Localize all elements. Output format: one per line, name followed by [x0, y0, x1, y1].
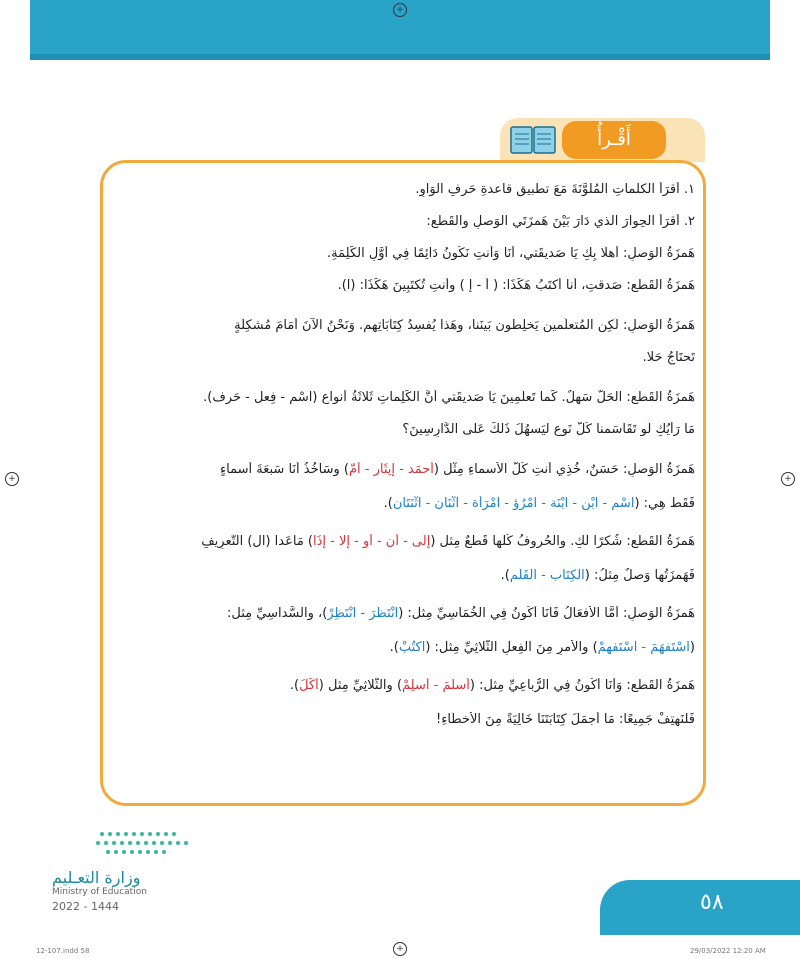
- text-segment: هَمزَةُ الوَصلِ: أهلًا بِكِ يَا صَديقَتي، أَنَا وَأَنتِ نَكُونُ دَائِمًا فِي أَوَّلِ الكَلِمَةِ.: [327, 246, 695, 261]
- text-segment: (: [689, 640, 695, 655]
- text-segment: ) مَاعَدا (ال) التَّعرِيفِ: [201, 534, 314, 549]
- ministry-name-arabic: وزارة التعـليم: [52, 868, 141, 887]
- highlighted-word: اُكتُبْ: [398, 640, 426, 655]
- top-left-margin: [0, 0, 30, 60]
- text-line: [110, 606, 695, 621]
- top-right-margin: [770, 0, 800, 60]
- text-line: [110, 350, 695, 365]
- text-line: [110, 640, 695, 655]
- text-line: [110, 712, 695, 727]
- text-segment: هَمزَةُ القَطعِ: صَدقتِ، أنا أُكتَبُ هَكَذَا: ( أ - إ ) وأنتِ تُكتَبِينَ هَكَذَا: (ا).: [337, 278, 695, 293]
- text-segment: هَمزَةُ القَطعِ: وَأَنَا أَكُونُ فِي الرُّباعِيِّ مِثل: (: [469, 678, 695, 693]
- text-segment: )، والسُّداسِيِّ مِثل:: [227, 606, 328, 621]
- highlighted-word: أَسلَمَ - أَسلِمْ: [402, 678, 470, 693]
- text-segment: ).: [500, 568, 510, 583]
- text-segment: تَحتَاجُ حَلًّا.: [642, 350, 695, 365]
- open-book-icon: [510, 124, 556, 156]
- text-line: [110, 496, 695, 511]
- highlighted-word: الكِتَاب - القَلَم: [509, 568, 585, 583]
- text-segment: هَمزَةُ القَطعِ: الحَلُّ سَهلٌ. كَما تَعلَمِينَ يَا صَديقَتي أَنَّ الكَلِماتِ ثَلاثَةُ أنواعٍ (اسْم - فِعل - حَرف).: [203, 390, 695, 405]
- highlighted-word: اسْم - ابْن - ابْنَة - امْرُؤ - امْرَأة - اثْنَان - اثْنَتَان: [392, 496, 635, 511]
- text-segment: ) والثُّلاثِيِّ مِثل (: [318, 678, 403, 693]
- text-segment: فَهَمزَتُها وَصلٌ مِثلُ: (: [584, 568, 695, 583]
- text-segment: هَمزَةُ الوَصلِ: لَكِن المُتعلِّمين يَخلِطُون بَينَنا، وهَذا يُفسِدُ كِتَابَاتِهِم. وَنَحْنُ الآنَ أَمَامَ مُشكِلَةٍ: [234, 318, 695, 333]
- registration-mark-icon: +: [393, 942, 407, 956]
- ministry-logo-icon: [92, 826, 192, 862]
- ministry-name-english: Ministry of Education: [52, 887, 147, 897]
- highlighted-word: إِلَى - أَن - أَو - إِلَّا - إِذَا: [313, 534, 431, 549]
- text-line: [110, 318, 695, 333]
- text-segment: ).: [289, 678, 300, 693]
- highlighted-word: انْتَظَرَ - انْتَظِرْ: [327, 606, 399, 621]
- text-line: [110, 534, 695, 549]
- text-segment: هَمزَةُ القَطعِ: شُكرًا لَكِ. والحُروفُ كُلُّها قَطعٌ مِثل (: [430, 534, 695, 549]
- text-segment: فَقَط هِي: (: [634, 496, 695, 511]
- page-number: ٥٨: [700, 890, 724, 915]
- text-segment: هَمزَةُ الوَصلِ: أَمَّا الأَفعَالُ فَأنَا أَكُونُ فِي الخُمَاسِيِّ مِثل: (: [398, 606, 695, 621]
- text-segment: ) والأَمرِ مِنَ الفِعلِ الثُّلاثِيِّ مِثل: (: [425, 640, 598, 655]
- highlighted-word: أَحمَد - إِيثَار - أُمّ: [348, 462, 434, 477]
- print-slug-date: 29/03/2022 12:20 AM: [690, 947, 766, 955]
- edition-year: 2022 - 1444: [52, 900, 119, 913]
- section-title: أَقْـرأُ: [562, 121, 666, 159]
- text-segment: ٢. أقرَأُ الحِوارَ الَّذي دَارَ بَيْنَ هَمزَتَي الوَصلِ والقَطعِ:: [426, 214, 695, 229]
- text-segment: هَمزَةُ الوَصلِ: حَسَنٌ، خُذِي أَنتِ كُلَّ الأَسماءِ مِثْل (: [433, 462, 695, 477]
- text-segment: ) وسَآخُذُ أَنَا سَبعَةَ أَسماءٍ: [220, 462, 349, 477]
- text-segment: مَا رَأيُكِ لَو تَقَاسَمنا كُلَّ نَوعٍ ليَسهُلَ ذَلكَ عَلى الدَّارِسِينَ؟: [402, 422, 695, 437]
- text-segment: ).: [389, 640, 399, 655]
- text-line: [110, 568, 695, 583]
- highlighted-word: أَكَلَ: [299, 678, 319, 693]
- registration-mark-icon: +: [393, 3, 407, 17]
- text-line: [110, 214, 695, 229]
- text-line: [110, 678, 695, 693]
- text-line: [110, 246, 695, 261]
- print-slug-file: 12-107.indd 58: [36, 947, 90, 955]
- registration-mark-icon: +: [781, 472, 795, 486]
- text-segment: فَلنَهتِفْ جَمِيعًا: مَا أَجمَلَ كِتَابَتَنَا خَالِيَةً مِنَ الأَخطَاءِ!: [436, 712, 695, 727]
- text-line: [110, 422, 695, 437]
- text-line: [110, 182, 695, 197]
- text-segment: ١. أقرَأُ الكلماتِ المُلوَّنَةَ مَعَ تطبيقِ قاعدةِ حَرفِ الوَاوِ.: [415, 182, 695, 197]
- text-line: [110, 278, 695, 293]
- highlighted-word: اسْتَفهَمَ - اسْتَفهِمْ: [597, 640, 690, 655]
- registration-mark-icon: +: [5, 472, 19, 486]
- text-line: [110, 390, 695, 405]
- text-segment: ).: [383, 496, 393, 511]
- text-line: [110, 462, 695, 477]
